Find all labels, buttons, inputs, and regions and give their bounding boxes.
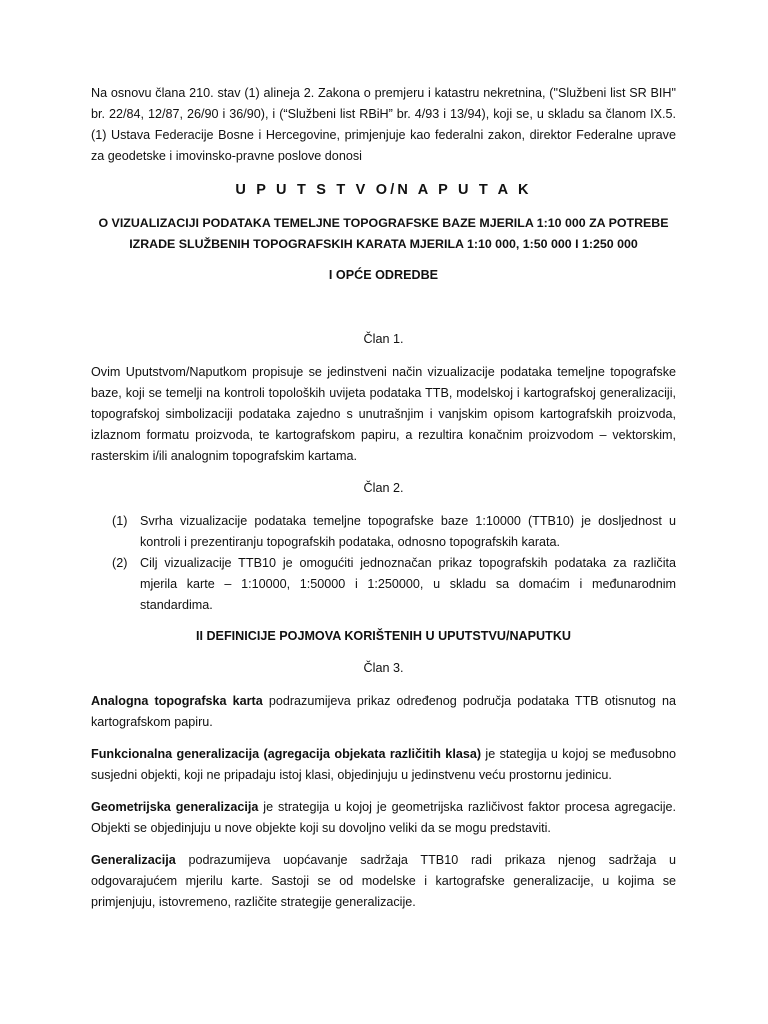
intro-paragraph: Na osnovu člana 210. stav (1) alineja 2. Zakona o premjeru i katastru nekretnina, ("Službeni list SR BIH" br. 22/84, 12/87, 26/90 i 36/90), i (“Službeni list RBiH” br. 4/93 i 13/94), koji se, u skladu sa članom IX.5. (1) Ustava Federacije Bosne i Hercegovine, primjenjuje kao federalni zakon, direktor Federalne uprave za geodetske i imovinsko-pravne poslove donosi (91, 86, 676, 163)
definition-text: podrazumijeva uopćavanje sadržaja TTB10 radi prikaza njenog sadržaja u odgovarajućem mjerilu karte. Sastoji se od modelske i kartografske generalizacije, u kojima se primjenjuju, istovremeno, različite strategije generalizacije. (91, 853, 676, 909)
definition-term: Analogna topografska karta (91, 694, 263, 708)
definition-paragraph (91, 691, 676, 733)
list-item-text: Cilj vizualizacije TTB10 je omogućiti jednoznačan prikaz topografskih podataka za različita mjerila karte – 1:10000, 1:50000 i 1:250000, u skladu sa domaćim i međunarodnim standardima. (140, 556, 676, 612)
document-page (91, 83, 676, 913)
list-item-number: (1) (112, 514, 128, 528)
definition-text: je stategija u kojoj se međusobno susjedni objekti, koji ne pripadaju istoj klasi, objedinjuju u jedinstvenu veću prostornu jedinicu. (91, 747, 676, 782)
list-item (91, 553, 676, 616)
subtitle-line-1: O VIZUALIZACIJI PODATAKA TEMELJNE TOPOGRAFSKE BAZE MJERILA 1:10 000 ZA POTREBE (98, 216, 669, 230)
list-item-number: (2) (112, 556, 128, 570)
article-1-heading: Član 1. (363, 332, 404, 346)
section-heading-2: II DEFINICIJE POJMOVA KORIŠTENIH U UPUTSTVU/NAPUTKU (195, 629, 572, 643)
document-title: U P U T S T V O/N A P U T A K (235, 182, 532, 198)
definition-text: je strategija u kojoj je geometrijska različivost faktor procesa agregacije. Objekti se objedinjuju u nove objekte koji su dovoljno veliki da se mogu predstaviti. (91, 800, 677, 835)
section-heading-1: I OPĆE ODREDBE (328, 268, 439, 282)
subtitle-line-2: IZRADE SLUŽBENIH TOPOGRAFSKIH KARATA MJERILA 1:10 000, 1:50 000 I 1:250 000 (129, 237, 638, 251)
article-2-heading: Član 2. (363, 481, 404, 495)
definition-term: Funkcionalna generalizacija (agregacija objekata različitih klasa) (91, 747, 482, 761)
list-item-text: Svrha vizualizacije podataka temeljne topografske baze 1:10000 (TTB10) je dosljednost u kontroli i prezentiranju topografskih podataka, odnosno topografskih karata. (140, 514, 676, 549)
definition-paragraph (91, 744, 676, 786)
article-3-heading: Član 3. (363, 661, 404, 675)
definition-term: Geometrijska generalizacija (91, 800, 259, 814)
article-1-text: Ovim Uputstvom/Naputkom propisuje se jedinstveni način vizualizacije podataka temeljne topografske baze, koji se temelji na kontroli topoloških uvijeta podataka TTB, modelskoj i kartografskoj generalizaciji, topografskoj simbolizaciji podataka zajedno s unutrašnjim i vanjskim opisom kartografskih proizvoda, izlaznom formatu proizvoda, te kartografskom papiru, a rezultira konačnim proizvodom – vektorskim, rasterskim i/ili analognim topografskim kartama. (91, 365, 676, 463)
list-item (91, 511, 676, 553)
definition-text: podrazumijeva prikaz određenog područja podataka TTB otisnutog na kartografskom papiru. (91, 694, 676, 729)
definition-paragraph (91, 850, 676, 913)
article-2-list (91, 511, 676, 616)
definition-term: Generalizacija (91, 853, 176, 867)
definition-paragraph (91, 797, 676, 839)
document-subtitle (91, 213, 676, 255)
